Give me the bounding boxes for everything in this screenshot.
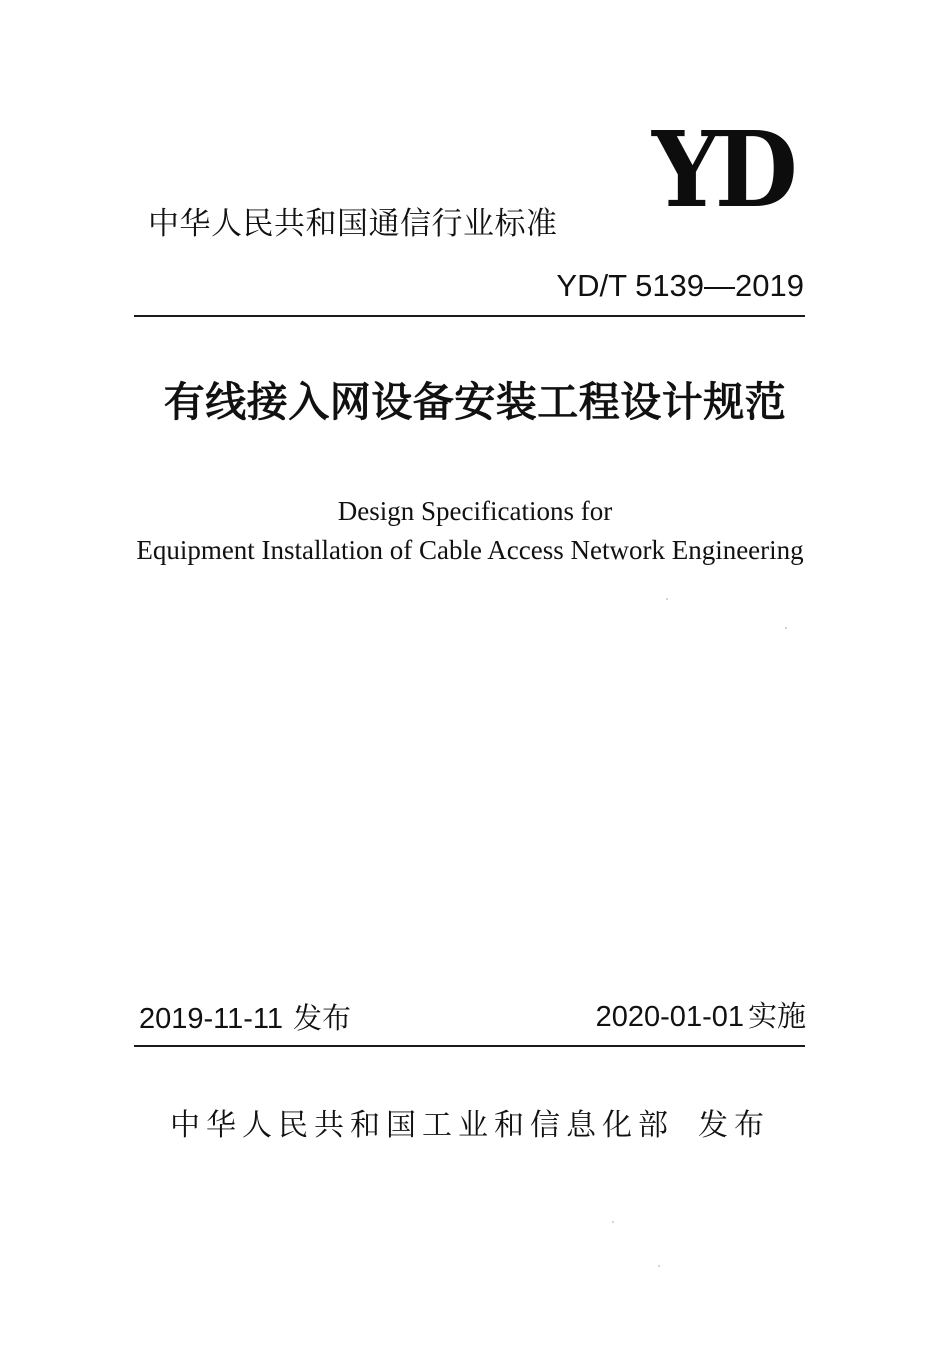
effective-date-value: 2020-01-01 bbox=[595, 1001, 744, 1033]
header-divider bbox=[134, 315, 805, 317]
issue-date bbox=[139, 998, 351, 1039]
issue-date-label: 发布 bbox=[293, 1001, 352, 1035]
publisher-action: 发布 bbox=[698, 1108, 770, 1143]
document-title-en-line1: Design Specifications for bbox=[337, 496, 613, 526]
standard-category: 中华人民共和国通信行业标准 bbox=[148, 206, 558, 242]
publisher-name: 中华人民共和国工业和信息化部 bbox=[170, 1108, 674, 1143]
scan-speck bbox=[666, 598, 668, 600]
footer-divider bbox=[134, 1045, 805, 1047]
effective-date-label: 实施 bbox=[747, 999, 806, 1033]
scan-speck bbox=[785, 627, 787, 629]
scan-speck bbox=[612, 1221, 614, 1223]
issue-date-value: 2019-11-11 bbox=[139, 1003, 284, 1035]
document-title-en-line2: Equipment Installation of Cable Access Network Engineering bbox=[136, 535, 804, 565]
standard-number: YD/T 5139—2019 bbox=[556, 268, 804, 303]
document-title-cn: 有线接入网设备安装工程设计规范 bbox=[163, 378, 787, 426]
effective-date bbox=[596, 996, 806, 1037]
scan-speck bbox=[658, 1265, 660, 1267]
publisher-line bbox=[170, 1104, 770, 1148]
yd-standard-logo: YD bbox=[652, 108, 793, 231]
